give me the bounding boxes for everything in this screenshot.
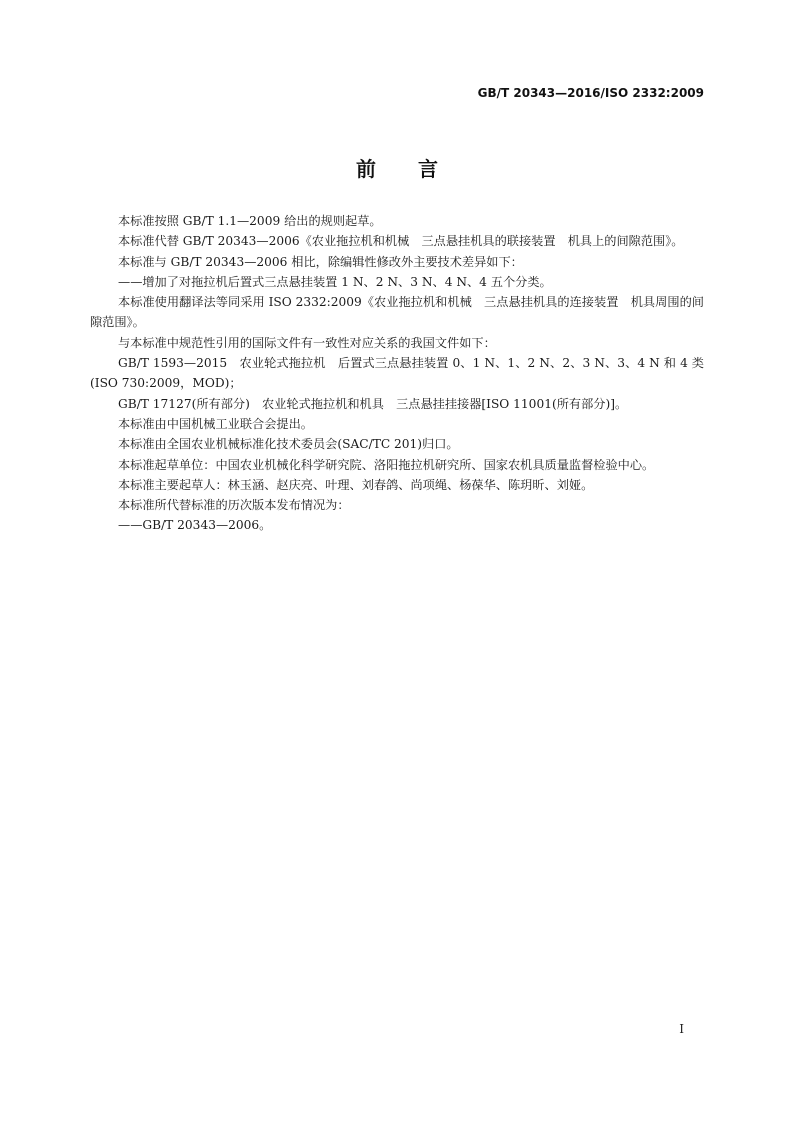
paragraph-references-intro: 与本标准中规范性引用的国际文件有一致性对应关系的我国文件如下： [118,335,496,350]
standard-code-header: GB/T 20343—2016/ISO 2332:2009 [477,86,704,100]
page-title: 前言 [356,157,480,181]
paragraph-reference-17127: GB/T 17127(所有部分) 农业轮式拖拉机和机具 三点悬挂挂接器[ISO 11001(所有部分)]。 [118,396,628,411]
paragraph-centralized-by: 本标准由全国农业机械标准化技术委员会(SAC/TC 201)归口。 [118,437,459,452]
paragraph-differences-intro: 本标准与 GB/T 20343—2006 相比，除编辑性修改外主要技术差异如下： [118,254,523,269]
paragraph-difference-item: ——增加了对拖拉机后置式三点悬挂装置 1 N、2 N、3 N、4 N、4 五个分类。 [118,274,552,289]
paragraph-replaces: 本标准代替 GB/T 20343—2006《农业拖拉机和机械 三点悬挂机具的联接装置 机具上的间隙范围》。 [118,234,684,249]
paragraph-drafters: 本标准主要起草人：林玉涵、赵庆亮、叶理、刘春鸽、尚项绳、杨葆华、陈玥昕、刘娅。 [118,477,594,492]
paragraph-history-intro: 本标准所代替标准的历次版本发布情况为： [118,498,350,513]
paragraph-iso-adoption: 本标准使用翻译法等同采用 ISO 2332:2009《农业拖拉机和机械 三点悬挂机具的连接装置 机具周围的间隙范围》。 [90,295,704,330]
paragraph-drafting-units: 本标准起草单位：中国农业机械化科学研究院、洛阳拖拉机研究所、国家农机具质量监督检验中心。 [118,457,655,472]
paragraph-history-item: ——GB/T 20343—2006。 [118,518,272,533]
paragraph-reference-1593: GB/T 1593—2015 农业轮式拖拉机 后置式三点悬挂装置 0、1 N、1、2 N、2、3 N、3、4 N 和 4 类(ISO 730:2009，MOD)； [90,356,704,391]
paragraph-drafting-rules: 本标准按照 GB/T 1.1—2009 给出的规则起草。 [118,214,382,228]
foreword-body [90,211,704,536]
paragraph-proposed-by: 本标准由中国机械工业联合会提出。 [118,416,313,431]
page-number: I [679,1022,684,1036]
